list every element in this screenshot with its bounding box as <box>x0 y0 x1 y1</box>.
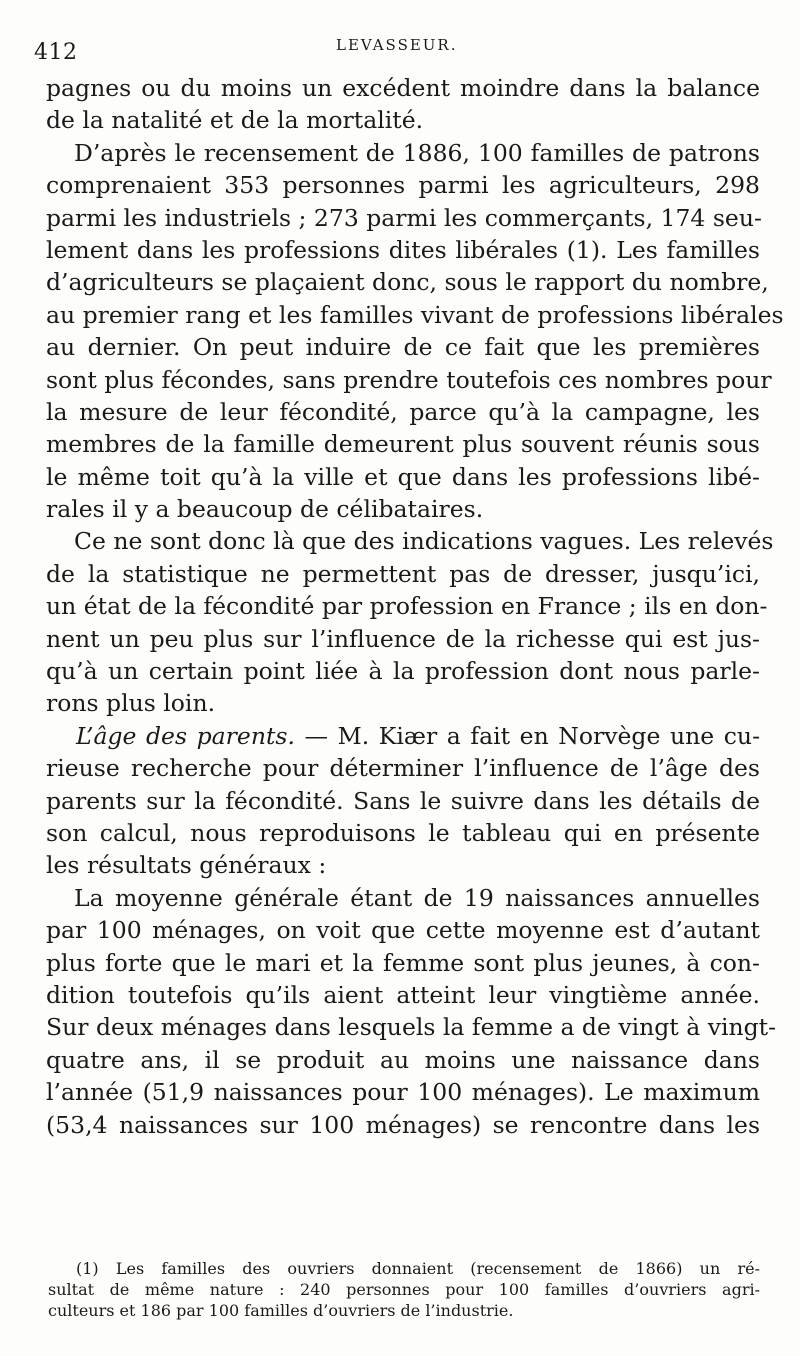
text-line: parmi les industriels ; 273 parmi les commerçants, 174 seu- <box>46 203 762 232</box>
section-lead-rest: — M. Kiær a fait en Norvège une cu- <box>294 721 761 750</box>
text-line: rieuse recherche pour déterminer l’influence de l’âge des <box>46 754 760 783</box>
text-line: les résultats généraux : <box>46 851 327 880</box>
text-line: au dernier. On peut induire de ce fait que les premières <box>46 333 760 362</box>
text-line: La moyenne générale étant de 19 naissances annuelles <box>74 883 760 912</box>
text-line: D’après le recensement de 1886, 100 familles de patrons <box>74 138 760 167</box>
text-line: au premier rang et les familles vivant de professions libérales <box>46 300 784 329</box>
running-head: LEVASSEUR. <box>336 36 458 54</box>
text-line: Ce ne sont donc là que des indications vagues. Les relevés <box>74 527 774 556</box>
text-line: son calcul, nous reproduisons le tableau qui en présente <box>46 818 760 847</box>
text-line: quatre ans, il se produit au moins une naissance dans <box>46 1045 760 1074</box>
text-line: le même toit qu’à la ville et que dans les professions libé- <box>46 462 760 491</box>
text-line: la mesure de leur fécondité, parce qu’à la campagne, les <box>46 397 760 426</box>
text-line: un état de la fécondité par profession en France ; ils en don- <box>46 592 768 621</box>
text-line: pagnes ou du moins un excédent moindre dans la balance <box>46 74 760 102</box>
text-line: l’année (51,9 naissances pour 100 ménages). Le maximum <box>46 1078 760 1107</box>
text-line: rales il y a beaucoup de célibataires. <box>46 495 484 524</box>
text-line: de la natalité et de la mortalité. <box>46 106 424 135</box>
footnote-line: culteurs et 186 par 100 familles d’ouvriers de l’industrie. <box>48 1301 514 1320</box>
footnote <box>48 1258 760 1321</box>
text-line: par 100 ménages, on voit que cette moyenne est d’autant <box>46 916 760 945</box>
text-line: comprenaient 353 personnes parmi les agriculteurs, 298 <box>46 171 760 200</box>
section-lead-italic: L’âge des parents. <box>76 721 295 750</box>
text-line: lement dans les professions dites libérales (1). Les familles <box>46 235 760 264</box>
text-line: parents sur la fécondité. Sans le suivre dans les détails de <box>46 786 760 815</box>
text-line: rons plus loin. <box>46 689 216 718</box>
body-text <box>46 72 784 1141</box>
text-line: Sur deux ménages dans lesquels la femme a de vingt à vingt- <box>46 1013 777 1042</box>
text-line: de la statistique ne permettent pas de dresser, jusqu’ici, <box>46 559 760 588</box>
page-number: 412 <box>34 40 78 65</box>
text-line: membres de la famille demeurent plus souvent réunis sous <box>46 430 760 459</box>
footnote-line: sultat de même nature : 240 personnes pour 100 familles d’ouvriers agri- <box>48 1280 760 1299</box>
text-line-with-italic-lead <box>46 720 760 752</box>
text-line: dition toutefois qu’ils aient atteint leur vingtième année. <box>46 980 760 1009</box>
text-line: plus forte que le mari et la femme sont plus jeunes, à con- <box>46 948 760 977</box>
text-line: nent un peu plus sur l’influence de la richesse qui est jus- <box>46 624 760 653</box>
footnote-line: (1) Les familles des ouvriers donnaient (recensement de 1866) un ré- <box>76 1259 760 1278</box>
text-line: qu’à un certain point liée à la profession dont nous parle- <box>46 657 760 686</box>
text-line: sont plus fécondes, sans prendre toutefois ces nombres pour <box>46 365 772 394</box>
text-line: d’agriculteurs se plaçaient donc, sous le rapport du nombre, <box>46 268 769 297</box>
text-line: (53,4 naissances sur 100 ménages) se rencontre dans les <box>46 1110 760 1139</box>
page-header <box>34 32 754 65</box>
